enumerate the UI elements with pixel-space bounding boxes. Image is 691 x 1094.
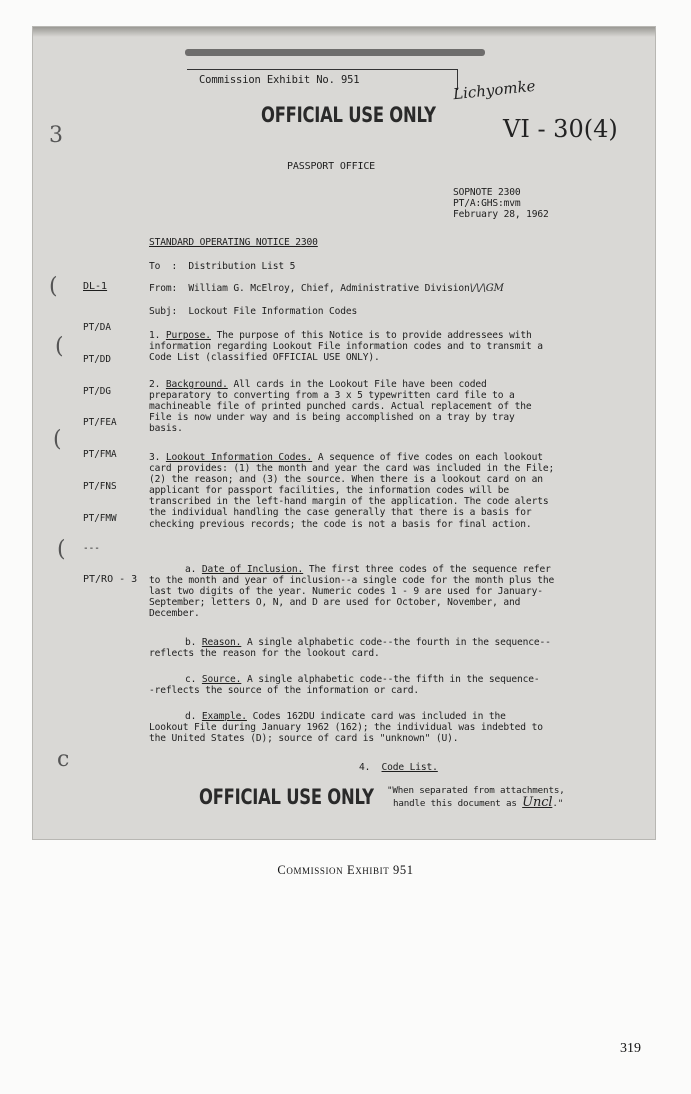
paragraph-lookout-codes <box>149 452 559 530</box>
para-heading: Code List. <box>381 762 438 773</box>
para-heading: Purpose. <box>165 330 211 341</box>
routing-item: PT/DG <box>83 385 111 397</box>
reference-line-2: PT/A:GHS:mvm <box>453 198 521 209</box>
routing-list <box>83 261 137 606</box>
binder-hole-mark: ( <box>55 334 64 359</box>
from-line <box>149 283 504 294</box>
subparagraph-source <box>149 674 545 696</box>
handwritten-annotation: Lichyomke <box>452 76 537 104</box>
reference-line-1: SOPNOTE 2300 <box>453 187 521 198</box>
para-text: The first three codes of the sequence refer to the month and year of inclusion--a single code for the month plus the last two digits of the year. Numeric codes 1 - 9 are used for January-September; letters O, N, and D are used for October, November, and December. <box>149 564 555 620</box>
para-number: a. <box>185 564 197 575</box>
routing-item: PT/RO - 3 <box>83 573 138 585</box>
routing-item: PT/FMW <box>83 512 117 524</box>
binder-hole-mark: ( <box>57 537 66 562</box>
paragraph-code-list <box>359 762 438 773</box>
page-number: 319 <box>620 1041 641 1056</box>
from-text: From: William G. McElroy, Chief, Administrative Division <box>149 283 470 294</box>
reference-date: February 28, 1962 <box>453 209 549 220</box>
office-heading: PASSPORT OFFICE <box>287 161 376 172</box>
handwritten-classification: Uncl <box>522 795 553 810</box>
caption-text: Commission Exhibit 951 <box>277 863 414 877</box>
paragraph-background <box>149 379 549 434</box>
para-number: 4. <box>359 762 371 773</box>
binder-hole-mark: ( <box>53 427 62 452</box>
para-heading: Example. <box>201 711 247 722</box>
para-text: The purpose of this Notice is to provide addressees with information regarding Lookout File information codes and to transmit a Code List (classified OFFICIAL USE ONLY). <box>149 330 543 364</box>
exhibit-caption <box>0 863 691 878</box>
separation-note-line-2 <box>393 797 563 809</box>
scanned-document <box>32 26 656 840</box>
routing-item: PT/FMA <box>83 449 117 461</box>
binder-hole-mark: 3 <box>49 123 63 148</box>
para-number: d. <box>185 711 197 722</box>
para-heading: Background. <box>165 379 228 390</box>
paragraph-purpose <box>149 330 551 363</box>
separation-note-text: handle this document as <box>393 798 517 809</box>
para-number: 3. <box>149 452 161 463</box>
para-text: All cards in the Lookout File have been coded preparatory to converting from a 3 x 5 typewritten card file to a machineable file of printed punched cards. Actual replacement of the File is now under way and is being accomplished on a tray by tray basis. <box>149 379 532 435</box>
routing-item: DL-1 <box>83 281 108 293</box>
exhibit-stamp: Commission Exhibit No. 951 <box>199 74 360 86</box>
routing-item: --- <box>83 543 100 555</box>
notice-title: STANDARD OPERATING NOTICE 2300 <box>149 237 318 248</box>
para-text: A single alphabetic code--the fifth in the sequence--reflects the source of the information or card. <box>149 674 540 697</box>
separation-note-line-1: "When separated from attachments, <box>387 785 565 796</box>
subparagraph-example <box>149 711 549 744</box>
top-shadow-edge <box>185 49 485 56</box>
routing-item: PT/FNS <box>83 480 117 492</box>
official-use-stamp-top: OFFICIAL USE ONLY <box>261 103 436 127</box>
routing-item: PT/DD <box>83 353 111 365</box>
para-text: A single alphabetic code--the fourth in the sequence--reflects the reason for the lookout card. <box>149 637 551 660</box>
separation-note-end: ." <box>552 798 564 809</box>
para-heading: Lookout Information Codes. <box>165 452 313 463</box>
para-text: A sequence of five codes on each lookout card provides: (1) the month and year the card was included in the File; (2) the reason; and (3) the source. When there is a lookout card on an applicant for passport facilities, the information codes will be transcribed in the left-hand margin of the application. The code alerts the individual handling the case generally that there is a basis for checking previous records; the code is not a basis for final action. <box>149 452 555 530</box>
routing-item: PT/DA <box>83 321 111 333</box>
from-initials: \/\/\GM <box>469 283 504 294</box>
binder-hole-mark: c <box>57 747 70 772</box>
official-use-stamp-bottom: OFFICIAL USE ONLY <box>199 785 374 809</box>
para-number: 1. <box>149 330 161 341</box>
binder-hole-mark: ( <box>49 274 58 299</box>
para-number: 2. <box>149 379 161 390</box>
para-heading: Date of Inclusion. <box>201 564 304 575</box>
to-line: To : Distribution List 5 <box>149 261 296 272</box>
para-heading: Source. <box>201 674 242 685</box>
file-number-handwritten: VI - 30(4) <box>503 115 618 143</box>
routing-item: PT/FEA <box>83 417 117 429</box>
para-number: c. <box>185 674 197 685</box>
para-heading: Reason. <box>201 637 242 648</box>
subparagraph-date-of-inclusion <box>149 564 559 619</box>
para-text: Codes 162DU indicate card was included in the Lookout File during January 1962 (162); the individual was indebted to the United States (D); source of card is "unknown" (U). <box>149 711 543 745</box>
para-number: b. <box>185 637 197 648</box>
subject-line: Subj: Lockout File Information Codes <box>149 306 358 317</box>
subparagraph-reason <box>149 637 551 659</box>
